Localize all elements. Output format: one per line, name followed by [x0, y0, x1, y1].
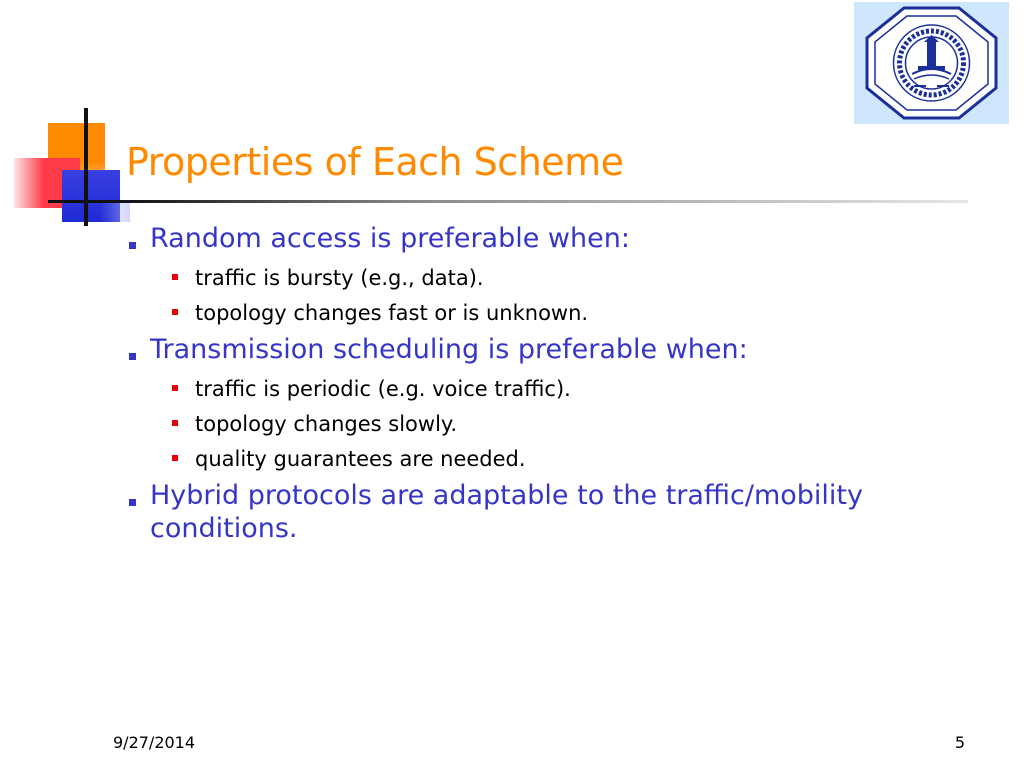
sub-bullet-square-icon [172, 420, 178, 426]
sub-bullet [126, 409, 976, 439]
sub-bullet-list [126, 374, 976, 474]
bullet-square-icon [129, 353, 136, 360]
sub-bullet-text: traffic is periodic (e.g. voice traffic). [195, 377, 571, 401]
decor-blue-fade [100, 200, 130, 222]
sub-bullet [126, 444, 976, 474]
slide-body [126, 222, 976, 553]
bullet-square-icon [129, 499, 136, 506]
bullet-transmission-scheduling [126, 333, 976, 366]
sub-bullet-text: topology changes fast or is unknown. [195, 301, 589, 325]
title-underline [48, 200, 968, 203]
sub-bullet-text: topology changes slowly. [195, 412, 458, 436]
sub-bullet-text: traffic is bursty (e.g., data). [195, 266, 484, 290]
bullet-text: Hybrid protocols are adaptable to the traffic/mobility conditions. [150, 480, 863, 544]
bullet-random-access [126, 222, 976, 255]
sub-bullet-square-icon [172, 385, 178, 391]
sub-bullet-square-icon [172, 309, 178, 315]
sub-bullet [126, 374, 976, 404]
bullet-text: Transmission scheduling is preferable when: [150, 334, 748, 365]
bullet-text: Random access is preferable when: [150, 223, 630, 254]
sub-bullet [126, 298, 976, 328]
decor-vertical-line [84, 108, 88, 226]
sub-bullet-text: quality guarantees are needed. [195, 447, 526, 471]
sub-bullet-list [126, 263, 976, 328]
sub-bullet [126, 263, 976, 293]
sub-bullet-square-icon [172, 274, 178, 280]
bullet-square-icon [129, 242, 136, 249]
page-number: 5 [954, 733, 965, 752]
sub-bullet-square-icon [172, 455, 178, 461]
university-seal-icon [854, 2, 1009, 124]
slide-title: Properties of Each Scheme [126, 140, 624, 184]
bullet-hybrid-protocols [126, 479, 976, 545]
footer-date: 9/27/2014 [113, 733, 196, 752]
